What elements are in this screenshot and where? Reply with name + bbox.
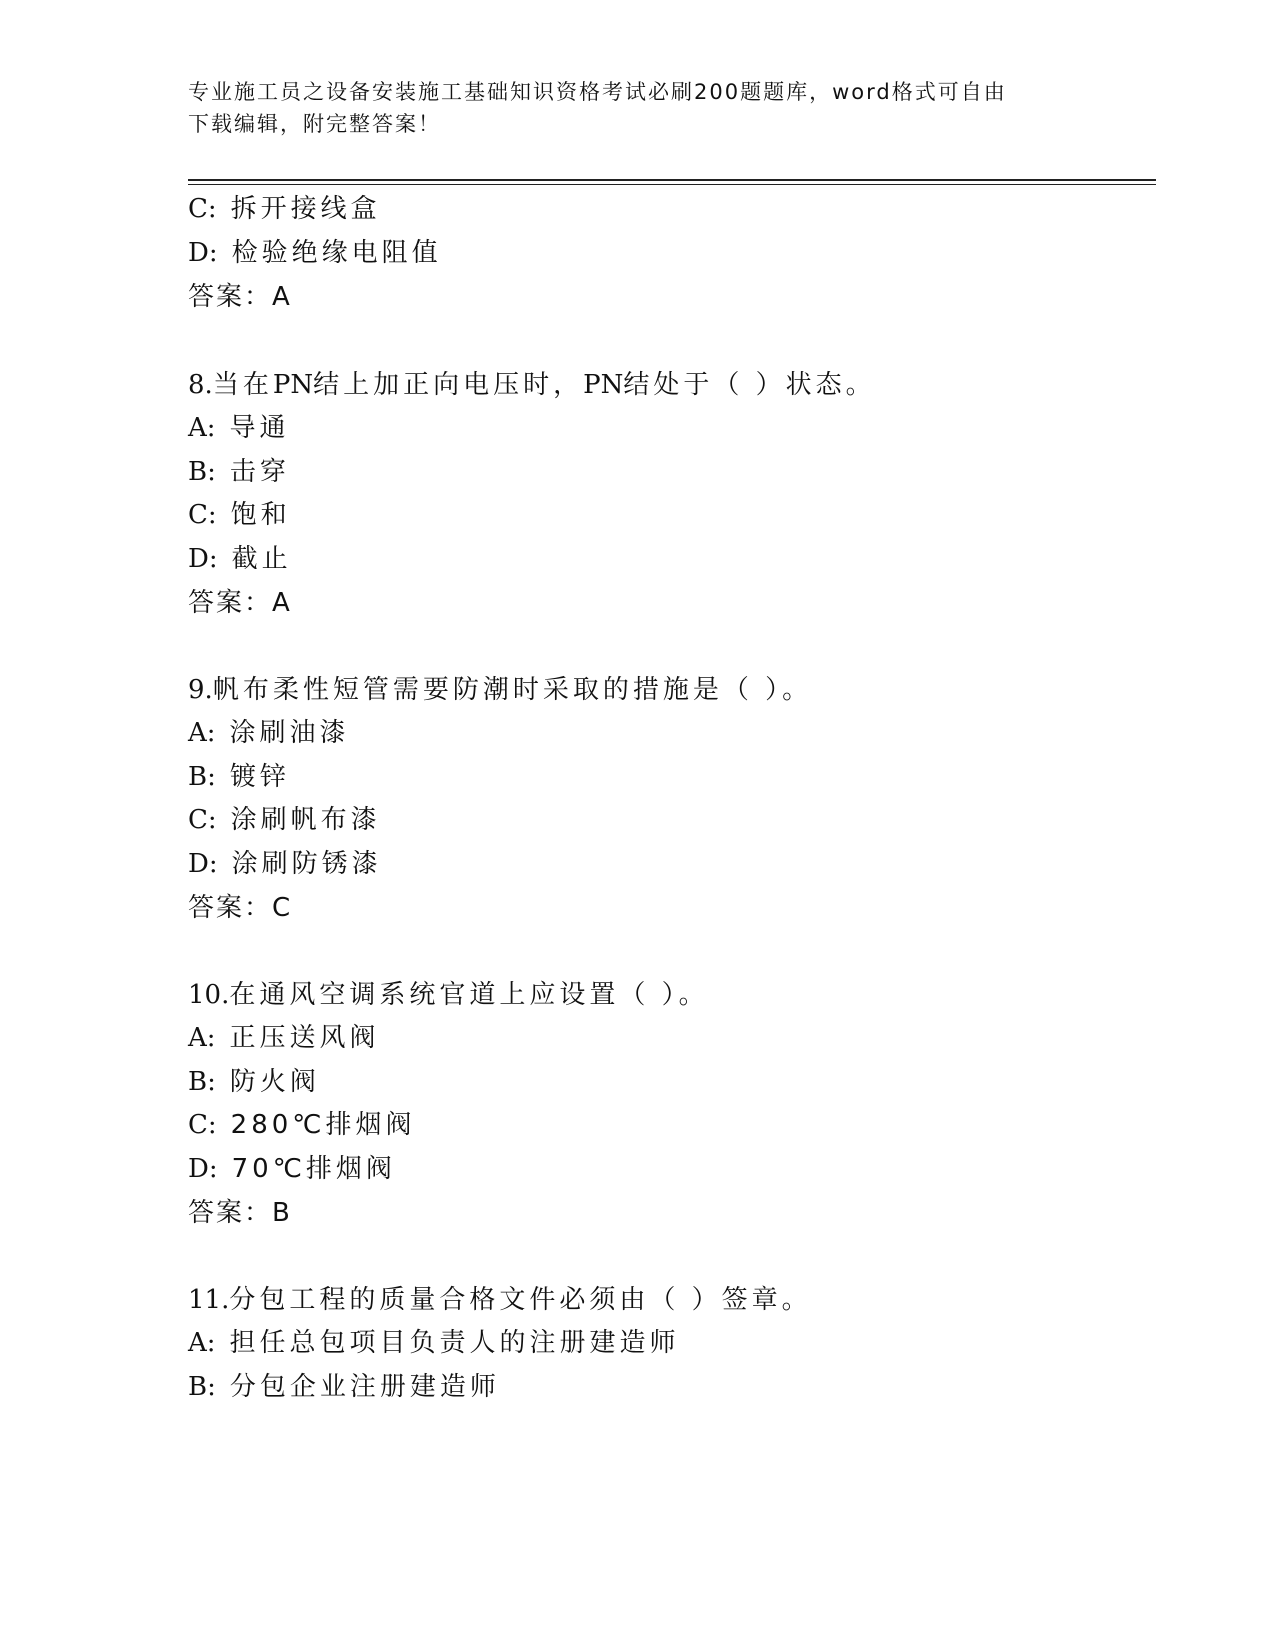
option-text: 分包企业注册建造师: [229, 1372, 500, 1402]
answer-value: B: [272, 1198, 290, 1228]
option-text: 检验绝缘电阻值: [231, 238, 442, 268]
question-8-stem: [188, 368, 876, 402]
option-text: 70℃排烟阀: [231, 1154, 396, 1184]
answer-value: A: [272, 282, 290, 312]
question-9-option-c: [188, 803, 381, 837]
question-8-option-d: [188, 542, 292, 576]
question-text: 分包工程的质量合格文件必须由（ ）签章。: [229, 1285, 812, 1315]
question-10-option-c: [188, 1108, 415, 1142]
question-11-stem: [188, 1283, 812, 1317]
question-8-answer: [188, 586, 290, 620]
option-label: D:: [188, 1154, 218, 1184]
option-label: B:: [188, 457, 216, 487]
header-line-1: 专业施工员之设备安装施工基础知识资格考试必刷200题题库，word格式可自由: [188, 80, 1007, 104]
option-text: 担任总包项目负责人的注册建造师: [229, 1328, 680, 1358]
question-9-stem: [188, 673, 812, 707]
option-label: C:: [188, 805, 217, 835]
option-label: A:: [188, 1023, 216, 1053]
option-text: 拆开接线盒: [230, 194, 381, 224]
question-9-option-b: [188, 760, 290, 794]
option-label: A:: [188, 718, 216, 748]
prev-answer: [188, 280, 290, 314]
question-8-option-c: [188, 498, 291, 532]
prev-option-d: [188, 236, 442, 270]
question-9-option-a: [188, 716, 350, 750]
option-label: D:: [188, 849, 218, 879]
option-label: A:: [188, 413, 216, 443]
question-number: 9.: [188, 675, 213, 705]
question-8-option-b: [188, 455, 290, 489]
question-text: PN: [583, 370, 624, 400]
question-10-answer: [188, 1196, 290, 1230]
question-9-option-d: [188, 847, 382, 881]
option-label: B:: [188, 762, 216, 792]
option-text: 导通: [229, 413, 290, 443]
option-text: 防火阀: [229, 1067, 320, 1097]
answer-value: A: [272, 588, 290, 618]
question-text: 结处于（ ）状态。: [623, 370, 876, 400]
header-line-2: 下载编辑，附完整答案！: [188, 112, 441, 136]
option-text: 饱和: [230, 500, 291, 530]
question-text: PN: [272, 370, 314, 400]
option-text: 镀锌: [229, 762, 290, 792]
question-11-option-a: [188, 1326, 680, 1360]
answer-key: 答案：: [188, 893, 273, 923]
option-label: C:: [188, 194, 217, 224]
question-10-option-a: [188, 1021, 380, 1055]
answer-key: 答案：: [188, 588, 273, 618]
question-11-option-b: [188, 1370, 500, 1404]
question-number: 8.: [188, 370, 213, 400]
option-label: D:: [188, 238, 218, 268]
question-text: 结上加正向电压时，: [313, 370, 584, 400]
option-text: 截止: [231, 544, 292, 574]
question-number: 11.: [188, 1285, 230, 1315]
option-text: 正压送风阀: [229, 1023, 380, 1053]
option-text: 击穿: [229, 457, 290, 487]
option-text: 涂刷油漆: [229, 718, 350, 748]
question-10-option-d: [188, 1152, 396, 1186]
question-number: 10.: [188, 980, 230, 1010]
option-text: 涂刷帆布漆: [230, 805, 381, 835]
answer-value: C: [272, 893, 291, 923]
question-text: 当在: [212, 370, 273, 400]
question-10-option-b: [188, 1065, 320, 1099]
question-9-answer: [188, 891, 290, 925]
question-10-stem: [188, 978, 709, 1012]
option-label: D:: [188, 544, 218, 574]
option-label: B:: [188, 1067, 216, 1097]
option-label: C:: [188, 1110, 217, 1140]
option-label: A:: [188, 1328, 216, 1358]
header-divider-thin: [188, 184, 1156, 185]
question-8-option-a: [188, 411, 290, 445]
answer-key: 答案：: [188, 1198, 273, 1228]
prev-option-c: [188, 192, 381, 226]
document-header: [188, 76, 1088, 140]
option-text: 涂刷防锈漆: [231, 849, 382, 879]
question-text: 在通风空调系统官道上应设置（ ）。: [229, 980, 709, 1010]
header-divider-thick: [188, 179, 1156, 181]
question-text: 帆布柔性短管需要防潮时采取的措施是（ ）。: [212, 675, 813, 705]
option-label: B:: [188, 1372, 216, 1402]
option-text: 280℃排烟阀: [230, 1110, 416, 1140]
answer-key: 答案：: [188, 282, 273, 312]
option-label: C:: [188, 500, 217, 530]
